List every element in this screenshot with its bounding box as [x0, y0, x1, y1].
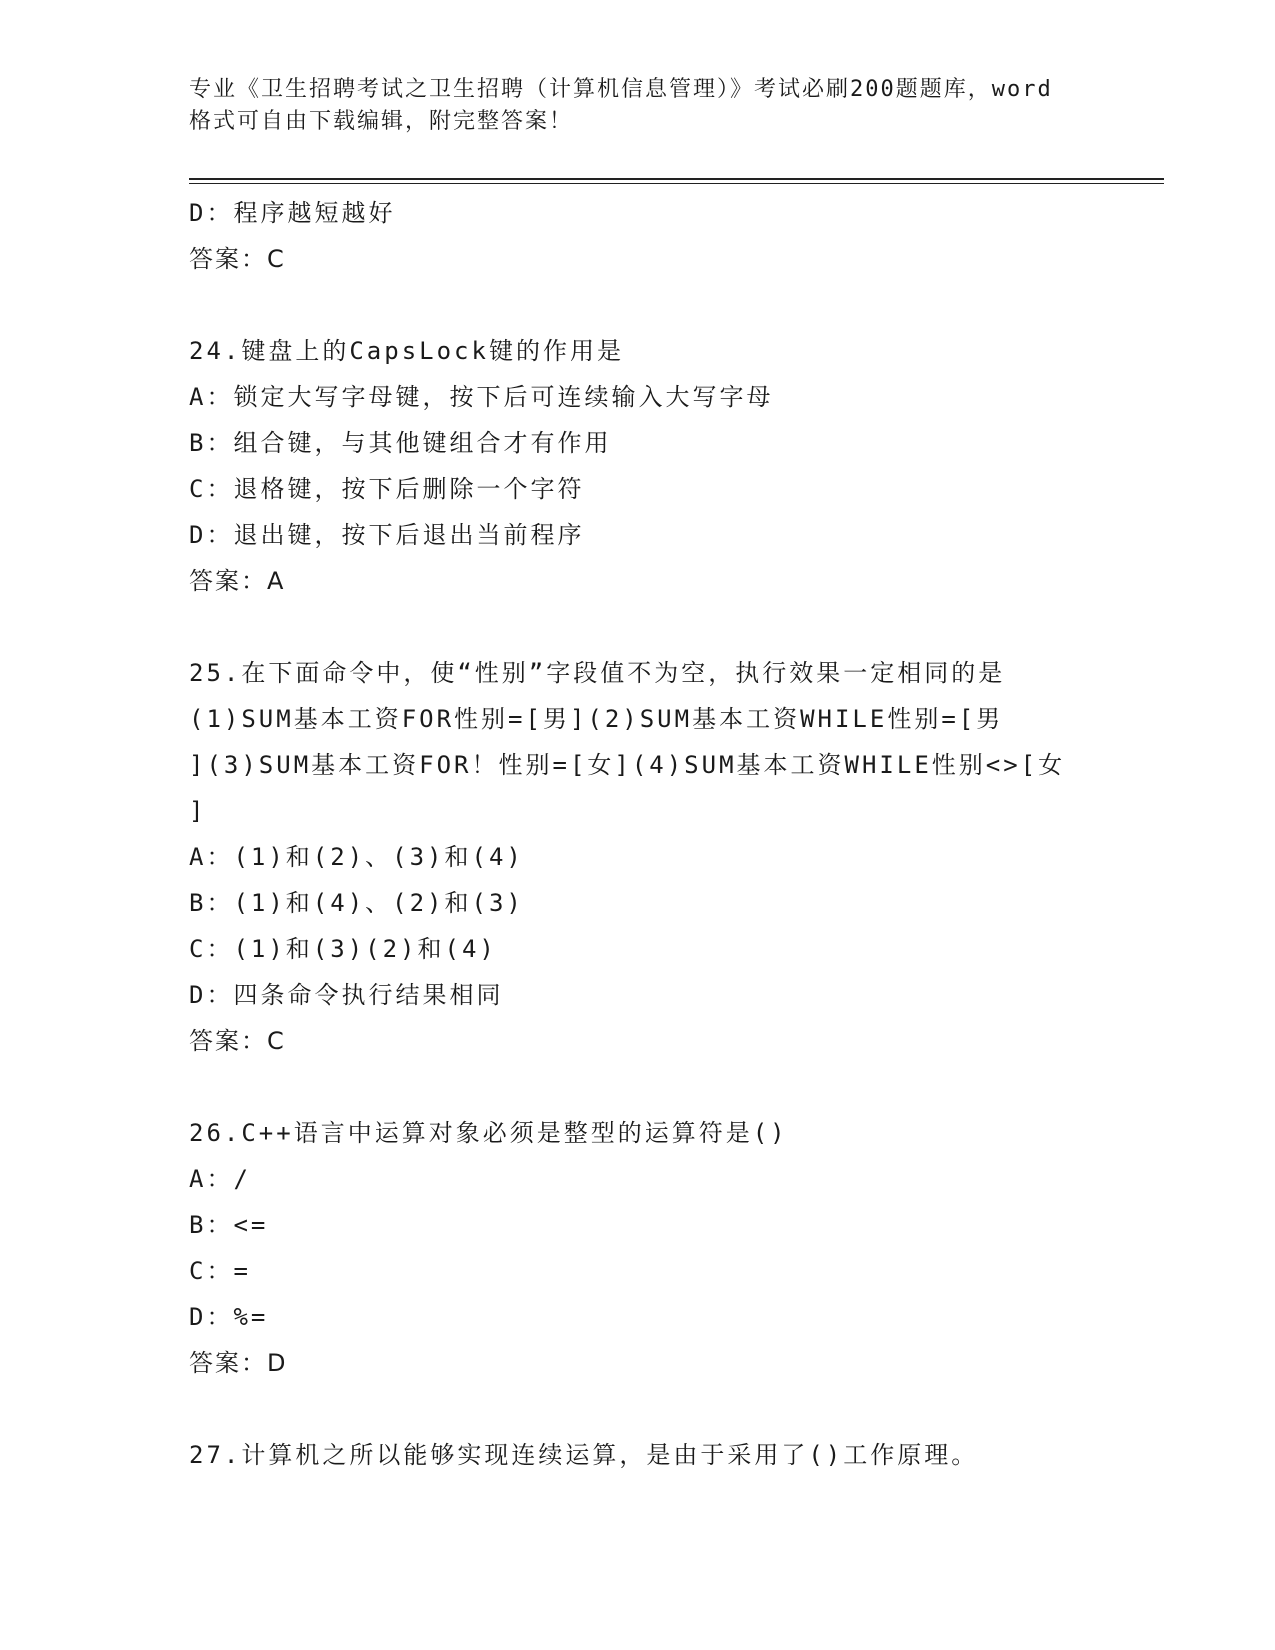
- option-c: C：退格键，按下后删除一个字符: [189, 475, 585, 503]
- answer-line: 答案：C: [189, 245, 286, 273]
- question-text-line-2: (1)SUM基本工资FOR性别=[男](2)SUM基本工资WHILE性别=[男: [189, 705, 1004, 733]
- header-divider-thin: [189, 183, 1164, 184]
- option-a: A：锁定大写字母键，按下后可连续输入大写字母: [189, 383, 774, 411]
- question-block-24: [189, 328, 1089, 604]
- document-header: [189, 74, 1089, 138]
- question-text-line-1: 25.在下面命令中，使“性别”字段值不为空，执行效果一定相同的是: [189, 659, 1006, 687]
- answer-line: 答案：D: [189, 1349, 288, 1377]
- question-list: [189, 190, 1089, 1478]
- option-d: D：四条命令执行结果相同: [189, 981, 504, 1009]
- spacer: [189, 604, 1089, 650]
- option-d: D：退出键，按下后退出当前程序: [189, 521, 585, 549]
- question-text-line-4: ]: [189, 797, 207, 825]
- question-block-23-tail: [189, 190, 1089, 282]
- answer-line: 答案：A: [189, 567, 286, 595]
- option-d: D：%=: [189, 1303, 269, 1331]
- question-block-26: [189, 1110, 1089, 1386]
- spacer: [189, 282, 1089, 328]
- question-text-line-3: ](3)SUM基本工资FOR！性别=[女](4)SUM基本工资WHILE性别<>[女: [189, 751, 1066, 779]
- option-c: C：(1)和(3)(2)和(4): [189, 935, 497, 963]
- question-block-27: [189, 1432, 1089, 1478]
- question-text: 26.C++语言中运算对象必须是整型的运算符是(): [189, 1119, 788, 1147]
- question-text: 27.计算机之所以能够实现连续运算，是由于采用了()工作原理。: [189, 1441, 979, 1469]
- option-a: A：/: [189, 1165, 251, 1193]
- header-line-1: 专业《卫生招聘考试之卫生招聘（计算机信息管理）》考试必刷200题题库，word: [189, 77, 1053, 102]
- spacer: [189, 1386, 1089, 1432]
- question-block-25: [189, 650, 1089, 1064]
- option-a: A：(1)和(2)、(3)和(4): [189, 843, 524, 871]
- option-c: C：=: [189, 1257, 251, 1285]
- option-b: B：组合键，与其他键组合才有作用: [189, 429, 612, 457]
- question-text: 24.键盘上的CapsLock键的作用是: [189, 337, 624, 365]
- option-b: B：(1)和(4)、(2)和(3): [189, 889, 524, 917]
- header-divider-thick: [189, 178, 1164, 180]
- option-d: D：程序越短越好: [189, 199, 396, 227]
- option-b: B：<=: [189, 1211, 269, 1239]
- answer-line: 答案：C: [189, 1027, 286, 1055]
- spacer: [189, 1064, 1089, 1110]
- header-line-2: 格式可自由下载编辑，附完整答案！: [189, 109, 574, 134]
